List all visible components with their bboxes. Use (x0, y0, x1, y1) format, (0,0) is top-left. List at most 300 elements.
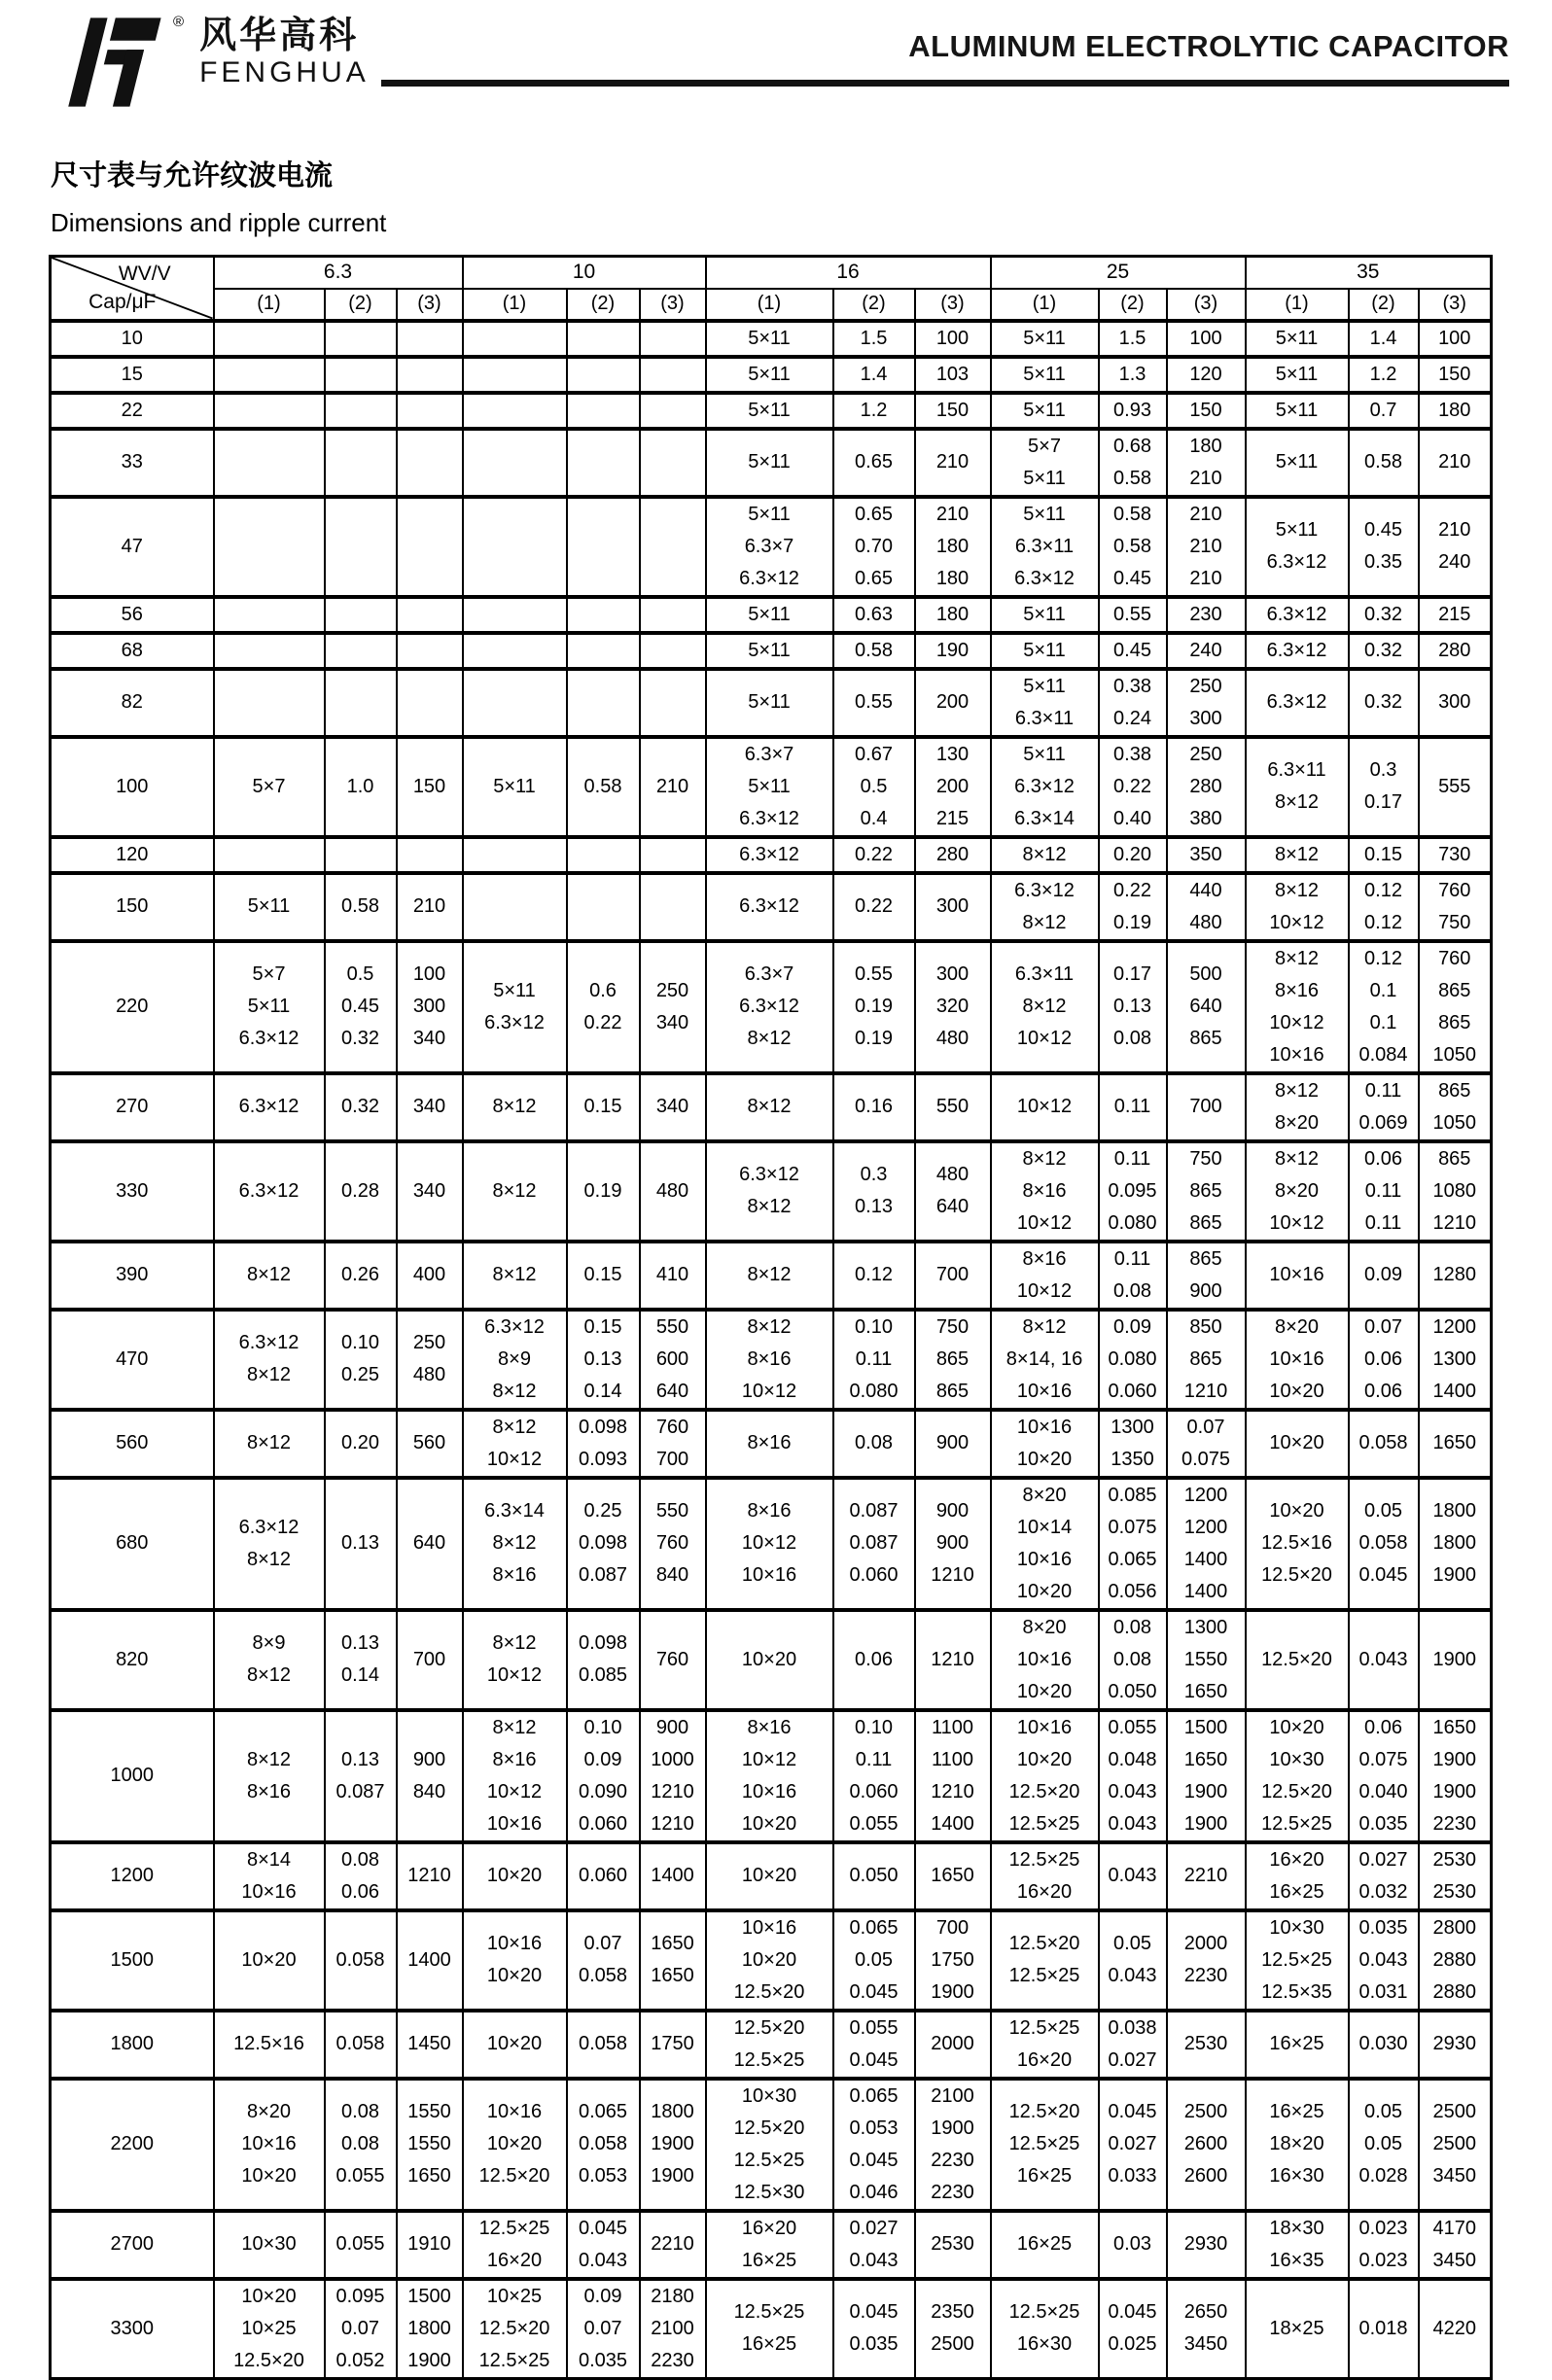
cell-120-35v-1 (1246, 837, 1349, 873)
cell-22-6.3v-3 (397, 393, 463, 429)
table-row-150 (51, 873, 1492, 941)
table-row-390 (51, 1242, 1492, 1310)
cell-line: 2800 (1432, 1916, 1476, 1939)
cell-line: 12.5×25 (1008, 2016, 1080, 2039)
cell-line: 0.06 (1364, 1716, 1402, 1738)
cell-line: 8×20 (1022, 1616, 1067, 1638)
cell-120-16v-3 (915, 837, 991, 873)
cell-line: 10×20 (486, 1865, 543, 1886)
cell-line: 5×11 (493, 979, 536, 1001)
cell-56-25v-3 (1167, 597, 1246, 633)
cell-470-35v-2 (1349, 1310, 1419, 1410)
cell-line: 8×14, 16 (1005, 1348, 1083, 1370)
cell-1800-16v-2 (833, 2011, 915, 2079)
cell-line: 130 (935, 743, 970, 765)
cap-value: 120 (51, 837, 214, 873)
table-row-100 (51, 737, 1492, 837)
cell-82-6.3v-2 (325, 669, 397, 737)
cell-line: 0.08 (1113, 1279, 1151, 1302)
cell-1800-16v-3 (915, 2011, 991, 2079)
cell-line: 5×7 (252, 775, 286, 797)
cell-line: 440 (1189, 879, 1222, 901)
cell-560-25v-3 (1167, 1410, 1246, 1478)
cell-line: 8×12 (246, 1664, 292, 1686)
cell-line: 1100 (931, 1748, 973, 1770)
cell-82-10v-3 (640, 669, 706, 737)
cell-line: 700 (655, 1448, 689, 1470)
cell-470-35v-1 (1246, 1310, 1349, 1410)
cell-120-25v-3 (1167, 837, 1246, 873)
cell-line: 0.45 (1113, 639, 1151, 661)
cell-line: 0.11 (1113, 1247, 1151, 1270)
cell-line: 280 (935, 843, 970, 865)
cell-line: 210 (412, 895, 446, 917)
cell-68-35v-2 (1349, 633, 1419, 669)
cap-value: 15 (51, 357, 214, 393)
corner-label-capacitance: Cap/μF (88, 290, 157, 313)
cell-line: 0.06 (1364, 1380, 1402, 1402)
cell-270-10v-1 (463, 1073, 567, 1141)
cell-line: 0.13 (341, 1748, 379, 1770)
cell-10-35v-1 (1246, 321, 1349, 357)
cell-line: 0.028 (1358, 2165, 1408, 2187)
cell-line: 2000 (931, 2033, 974, 2054)
cell-680-6.3v-3 (397, 1478, 463, 1610)
cell-line: 5×11 (1023, 363, 1066, 385)
cell-line: 1910 (407, 2233, 451, 2255)
cell-390-10v-1 (463, 1242, 567, 1310)
cell-line: 8×12 (1274, 791, 1320, 813)
cell-line: 8×12 (492, 1716, 537, 1738)
cell-line: 16×25 (741, 2249, 797, 2271)
cell-220-10v-3 (640, 941, 706, 1073)
cell-line: 5×11 (1023, 327, 1066, 349)
cell-line: 10×20 (241, 2165, 297, 2187)
cell-390-25v-3 (1167, 1242, 1246, 1310)
cell-150-6.3v-3 (397, 873, 463, 941)
subcol-header-25v-2: (2) (1099, 289, 1167, 321)
cell-1500-10v-3 (640, 1910, 706, 2011)
cell-22-35v-2 (1349, 393, 1419, 429)
cell-270-25v-2 (1099, 1073, 1167, 1141)
cap-value: 22 (51, 393, 214, 429)
cell-line: 0.58 (1364, 451, 1402, 472)
cell-line: 6.3×7 (744, 963, 794, 985)
cell-line: 0.19 (855, 996, 893, 1017)
cell-390-16v-1 (706, 1242, 833, 1310)
cell-line: 10×20 (1269, 1500, 1324, 1522)
cell-line: 1280 (1432, 1264, 1476, 1285)
cell-line: 12.5×25 (478, 2217, 550, 2239)
cell-line: 0.08 (855, 1432, 893, 1453)
cell-line: 190 (935, 639, 970, 661)
cell-1500-10v-1 (463, 1910, 567, 2011)
cell-line: 0.035 (578, 2349, 628, 2371)
cell-line: 2530 (1432, 1848, 1476, 1871)
cap-value: 3300 (51, 2279, 214, 2379)
cell-1200-6.3v-3 (397, 1842, 463, 1910)
cell-line: 0.043 (849, 2249, 899, 2271)
cell-line: 18×30 (1269, 2217, 1324, 2239)
cell-line: 1900 (1432, 1780, 1476, 1802)
cell-1500-25v-1 (991, 1910, 1099, 2011)
cell-line: 5×11 (1023, 743, 1066, 765)
cell-1500-25v-2 (1099, 1910, 1167, 2011)
cell-line: 0.080 (1108, 1348, 1157, 1370)
cell-line: 1.2 (1369, 363, 1397, 385)
cell-560-25v-1 (991, 1410, 1099, 1478)
cell-560-10v-3 (640, 1410, 706, 1478)
cell-line: 0.098 (578, 1632, 628, 1654)
cell-82-6.3v-3 (397, 669, 463, 737)
cell-33-10v-1 (463, 429, 567, 497)
cell-line: 0.13 (583, 1348, 622, 1370)
cell-line: 6.3×12 (1014, 879, 1075, 901)
cell-2700-25v-1 (991, 2211, 1099, 2279)
cell-line: 0.10 (855, 1315, 893, 1338)
cell-line: 0.043 (1108, 1780, 1157, 1802)
cell-line: 0.06 (341, 1880, 379, 1903)
cell-line: 0.023 (1358, 2217, 1408, 2239)
cell-3300-16v-2 (833, 2279, 915, 2379)
cell-820-10v-3 (640, 1610, 706, 1710)
cell-3300-10v-1 (463, 2279, 567, 2379)
cell-line: 640 (935, 1196, 970, 1217)
cell-line: 5×11 (1023, 503, 1066, 525)
cell-line: 8×12 (1274, 1147, 1320, 1170)
cell-line: 0.58 (341, 895, 379, 917)
cell-line: 0.06 (1364, 1348, 1402, 1370)
cell-47-10v-3 (640, 497, 706, 597)
cell-1200-16v-3 (915, 1842, 991, 1910)
cell-15-6.3v-3 (397, 357, 463, 393)
cell-line: 0.58 (855, 639, 893, 661)
cell-line: 10×20 (741, 1812, 797, 1835)
table-row-120 (51, 837, 1492, 873)
cell-line: 1750 (931, 1948, 974, 1971)
cap-value: 820 (51, 1610, 214, 1710)
cell-line: 0.25 (583, 1500, 622, 1522)
cell-3300-6.3v-3 (397, 2279, 463, 2379)
cell-line: 0.07 (1364, 1315, 1402, 1338)
cell-line: 0.018 (1358, 2317, 1408, 2339)
cell-line: 0.14 (341, 1664, 379, 1686)
cell-line: 340 (655, 1096, 689, 1117)
cell-220-35v-1 (1246, 941, 1349, 1073)
cell-line: 0.12 (1364, 879, 1402, 901)
cell-line: 0.055 (849, 1812, 899, 1835)
cell-10-25v-1 (991, 321, 1099, 357)
voltage-header-25: 25 (991, 257, 1246, 289)
cell-line: 0.031 (1358, 1980, 1408, 2003)
cell-line: 0.32 (341, 1028, 379, 1049)
cell-150-35v-3 (1419, 873, 1492, 941)
cell-1000-10v-2 (567, 1710, 640, 1842)
cell-330-10v-2 (567, 1141, 640, 1242)
cell-line: 2530 (1183, 2033, 1228, 2054)
cell-line: 5×11 (1023, 603, 1066, 625)
cell-270-25v-3 (1167, 1073, 1246, 1141)
cell-line: 1450 (407, 2033, 451, 2054)
cell-line: 0.11 (855, 1348, 893, 1370)
cell-line: 8×16 (1022, 1247, 1067, 1270)
cell-line: 350 (1189, 843, 1222, 865)
cell-100-25v-3 (1167, 737, 1246, 837)
cell-line: 5×11 (1275, 327, 1319, 349)
cell-line: 12.5×20 (1008, 1933, 1080, 1954)
subcol-header-6.3v-1: (1) (214, 289, 325, 321)
cell-150-6.3v-1 (214, 873, 325, 941)
cell-line: 16×30 (1269, 2165, 1324, 2187)
table-row-330 (51, 1141, 1492, 1242)
cell-line: 0.17 (1364, 791, 1402, 813)
cell-82-16v-3 (915, 669, 991, 737)
cell-330-35v-1 (1246, 1141, 1349, 1242)
cell-line: 8×12 (1022, 911, 1067, 933)
cell-220-25v-1 (991, 941, 1099, 1073)
cell-22-35v-1 (1246, 393, 1349, 429)
cell-line: 103 (935, 363, 970, 385)
cell-820-16v-2 (833, 1610, 915, 1710)
cell-line: 10×30 (741, 2084, 797, 2107)
cell-line: 0.6 (589, 979, 617, 1001)
cell-line: 0.09 (583, 2285, 622, 2307)
cell-line: 0.15 (1364, 843, 1402, 865)
cell-line: 8×12 (1274, 947, 1320, 969)
subcol-header-35v-3: (3) (1419, 289, 1492, 321)
cell-line: 0.93 (1113, 399, 1151, 421)
cell-line: 2880 (1432, 1948, 1476, 1971)
cell-330-6.3v-2 (325, 1141, 397, 1242)
cell-1200-35v-3 (1419, 1842, 1492, 1910)
cap-value: 2200 (51, 2079, 214, 2211)
cell-56-10v-3 (640, 597, 706, 633)
cell-1200-6.3v-2 (325, 1842, 397, 1910)
cell-68-6.3v-1 (214, 633, 325, 669)
cell-line: 8×12 (1274, 879, 1320, 901)
cell-line: 210 (1438, 451, 1471, 472)
cell-line: 0.053 (578, 2165, 628, 2187)
cell-line: 1800 (651, 2101, 694, 2122)
cell-line: 5×11 (748, 503, 791, 525)
cap-value: 68 (51, 633, 214, 669)
cap-value: 390 (51, 1242, 214, 1310)
cell-line: 150 (935, 399, 970, 421)
cell-line: 0.11 (1113, 1096, 1151, 1117)
cap-value: 10 (51, 321, 214, 357)
cell-line: 0.085 (578, 1664, 628, 1686)
cell-line: 210 (655, 775, 689, 797)
cell-line: 865 (935, 1348, 970, 1370)
cell-270-10v-2 (567, 1073, 640, 1141)
cell-2200-16v-1 (706, 2079, 833, 2211)
cell-line: 100 (1438, 327, 1471, 349)
cell-line: 840 (412, 1780, 446, 1802)
cell-line: 2100 (931, 2084, 974, 2107)
cell-line: 5×11 (748, 603, 791, 625)
cell-line: 10×16 (1269, 1264, 1324, 1285)
cell-line: 0.17 (1113, 963, 1151, 985)
cell-line: 5×11 (1275, 363, 1319, 385)
cell-line: 0.58 (1113, 535, 1151, 557)
cell-line: 2650 (1183, 2301, 1228, 2323)
cell-line: 10×16 (1016, 1548, 1073, 1570)
cell-line: 0.19 (1113, 911, 1151, 933)
cell-330-6.3v-3 (397, 1141, 463, 1242)
voltage-header-10: 10 (463, 257, 706, 289)
cell-820-16v-3 (915, 1610, 991, 1710)
cell-1200-25v-1 (991, 1842, 1099, 1910)
cell-56-6.3v-2 (325, 597, 397, 633)
cell-line: 0.040 (1358, 1780, 1408, 1802)
cell-line: 640 (1189, 996, 1222, 1017)
cell-line: 10×16 (1016, 1716, 1073, 1738)
cell-line: 10×20 (486, 1965, 543, 1986)
cell-470-25v-1 (991, 1310, 1099, 1410)
cell-820-35v-3 (1419, 1610, 1492, 1710)
cell-line: 8×12 (492, 1380, 537, 1402)
cell-line: 16×20 (1016, 2048, 1073, 2071)
cell-line: 550 (655, 1315, 689, 1338)
cell-line: 0.07 (583, 1933, 622, 1954)
cell-68-35v-3 (1419, 633, 1492, 669)
cell-line: 6.3×12 (1266, 603, 1327, 625)
cell-line: 10×20 (486, 2033, 543, 2054)
cell-line: 900 (412, 1748, 446, 1770)
cell-15-6.3v-2 (325, 357, 397, 393)
cell-line: 0.043 (1358, 1648, 1408, 1670)
cell-line: 180 (935, 567, 970, 589)
cell-1000-6.3v-3 (397, 1710, 463, 1842)
cell-line: 0.087 (335, 1780, 385, 1802)
cell-15-16v-1 (706, 357, 833, 393)
cell-line: 1.3 (1118, 363, 1146, 385)
cell-line: 640 (655, 1380, 689, 1402)
cell-10-6.3v-2 (325, 321, 397, 357)
cell-390-35v-1 (1246, 1242, 1349, 1310)
cell-line: 0.08 (1113, 1648, 1151, 1670)
cell-line: 1100 (931, 1716, 973, 1738)
cell-line: 4220 (1432, 2317, 1476, 2339)
cell-line: 10×16 (241, 1880, 297, 1903)
cell-line: 340 (412, 1028, 446, 1049)
cell-1200-10v-3 (640, 1842, 706, 1910)
cell-line: 5×11 (748, 775, 791, 797)
table-row-15 (51, 357, 1492, 393)
cell-line: 6.3×12 (238, 1028, 300, 1049)
cell-56-35v-2 (1349, 597, 1419, 633)
cell-2200-6.3v-2 (325, 2079, 397, 2211)
cell-line: 0.32 (341, 1096, 379, 1117)
cell-120-6.3v-2 (325, 837, 397, 873)
cell-line: 0.027 (849, 2217, 899, 2239)
cell-47-6.3v-3 (397, 497, 463, 597)
cell-56-10v-1 (463, 597, 567, 633)
cell-line: 0.13 (341, 1632, 379, 1654)
cell-line: 0.045 (1108, 2301, 1157, 2323)
cell-56-25v-1 (991, 597, 1099, 633)
cell-1000-10v-1 (463, 1710, 567, 1842)
cell-3300-16v-1 (706, 2279, 833, 2379)
cell-1200-10v-1 (463, 1842, 567, 1910)
fenghua-logo-icon (56, 16, 171, 109)
cell-line: 1200 (1183, 1516, 1228, 1538)
cap-value: 1500 (51, 1910, 214, 2011)
voltage-header-6.3: 6.3 (214, 257, 463, 289)
cell-line: 250 (655, 979, 689, 1001)
cell-line: 10×20 (1269, 1380, 1324, 1402)
cell-line: 0.060 (849, 1780, 899, 1802)
cell-line: 2530 (931, 2233, 974, 2255)
cell-line: 0.65 (855, 451, 893, 472)
cell-2200-16v-3 (915, 2079, 991, 2211)
cell-line: 12.5×25 (1008, 1965, 1080, 1986)
cell-680-35v-2 (1349, 1478, 1419, 1610)
cell-line: 0.25 (341, 1364, 379, 1385)
cell-line: 0.11 (1364, 1079, 1402, 1102)
cell-150-6.3v-2 (325, 873, 397, 941)
cell-line: 865 (1189, 1247, 1222, 1270)
cell-1200-35v-1 (1246, 1842, 1349, 1910)
cell-line: 10×12 (741, 1380, 797, 1402)
cell-line: 6.3×12 (238, 1179, 300, 1202)
cell-line: 100 (935, 327, 970, 349)
cell-line: 12.5×25 (1008, 1812, 1080, 1835)
cell-150-25v-3 (1167, 873, 1246, 941)
cell-line: 0.030 (1358, 2033, 1408, 2054)
cell-line: 8×12 (246, 1364, 292, 1385)
cell-line: 10×16 (1016, 1648, 1073, 1670)
cell-line: 5×11 (748, 399, 791, 421)
cell-3300-25v-3 (1167, 2279, 1246, 2379)
cell-33-16v-3 (915, 429, 991, 497)
cell-line: 10×16 (486, 1812, 543, 1835)
cell-1800-25v-1 (991, 2011, 1099, 2079)
cell-line: 1210 (1432, 1211, 1476, 1234)
cell-line: 550 (655, 1500, 689, 1522)
cell-line: 10×16 (741, 1916, 797, 1939)
cell-line: 555 (1438, 775, 1471, 797)
cell-line: 865 (1438, 1147, 1471, 1170)
cell-line: 0.55 (1113, 603, 1151, 625)
cell-22-6.3v-1 (214, 393, 325, 429)
cell-line: 0.075 (1181, 1448, 1231, 1470)
cell-1200-25v-3 (1167, 1842, 1246, 1910)
cell-line: 0.32 (1364, 603, 1402, 625)
cell-820-25v-2 (1099, 1610, 1167, 1710)
cell-line: 2230 (1183, 1965, 1228, 1986)
cell-line: 760 (655, 1532, 689, 1554)
cell-line: 18×20 (1269, 2133, 1324, 2154)
cell-line: 0.098 (578, 1416, 628, 1438)
cell-56-10v-2 (567, 597, 640, 633)
cell-line: 1.2 (860, 399, 888, 421)
cell-line: 0.08 (1113, 1028, 1151, 1049)
cell-line: 6.3×12 (484, 1315, 545, 1338)
cell-line: 480 (1189, 911, 1222, 933)
cell-line: 2100 (651, 2317, 694, 2339)
cell-1500-35v-2 (1349, 1910, 1419, 2011)
cell-line: 2530 (1432, 1880, 1476, 1903)
cell-68-16v-3 (915, 633, 991, 669)
cell-1000-16v-2 (833, 1710, 915, 1842)
cell-line: 150 (1438, 363, 1471, 385)
table-row-220 (51, 941, 1492, 1073)
cell-1500-25v-3 (1167, 1910, 1246, 2011)
cell-line: 750 (935, 1315, 970, 1338)
cell-line: 280 (1189, 775, 1222, 797)
cell-line: 0.07 (583, 2317, 622, 2339)
